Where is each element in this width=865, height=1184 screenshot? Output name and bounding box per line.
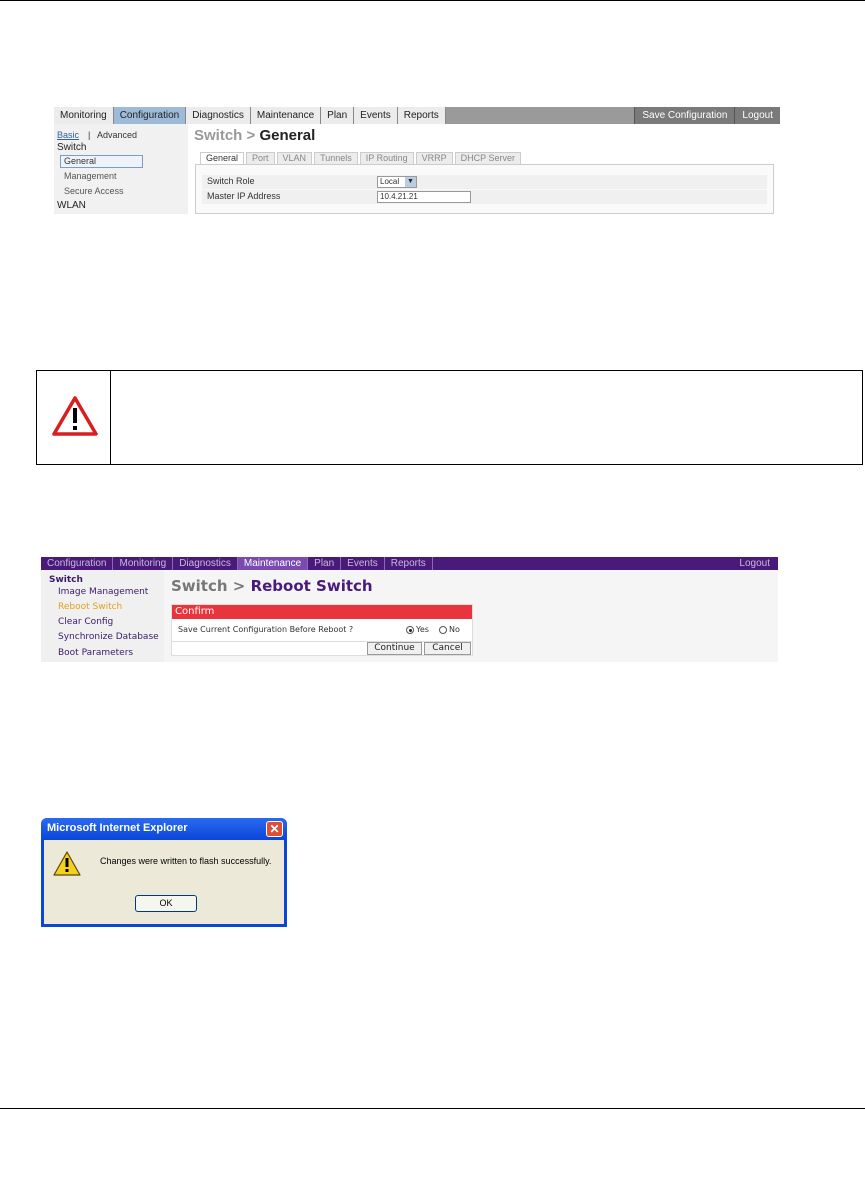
ok-button[interactable]: OK	[135, 895, 197, 912]
ie-dialog	[41, 818, 287, 927]
basic-link[interactable]: Basic	[57, 130, 80, 140]
radio-yes[interactable]	[406, 625, 429, 634]
caution-divider	[110, 371, 111, 464]
nav-spacer	[446, 107, 635, 124]
sidebar-section-switch: Switch	[57, 142, 87, 153]
radio-yes-dot[interactable]	[406, 626, 414, 634]
caution-box	[36, 370, 863, 465]
separator: |	[88, 130, 91, 140]
sidebar-section-wlan: WLAN	[57, 200, 86, 211]
sidebar	[54, 124, 188, 214]
nav-tab-reports[interactable]: Reports	[398, 107, 446, 124]
sidebar2-item-clear-config[interactable]: Clear Config	[58, 617, 114, 627]
sidebar-2	[41, 570, 164, 662]
nav-tab-plan[interactable]: Plan	[321, 107, 354, 124]
page-title-2	[171, 577, 373, 595]
nav2-tab-monitoring[interactable]: Monitoring	[113, 557, 173, 570]
warning-icon	[53, 851, 81, 877]
subtab-general[interactable]: General	[200, 152, 244, 164]
confirm-question: Save Current Configuration Before Reboot ?	[178, 625, 354, 634]
logout-button[interactable]: Logout	[734, 107, 780, 124]
top-nav-2	[41, 557, 778, 570]
nav-tab-monitoring[interactable]: Monitoring	[54, 107, 114, 124]
switch-role-row	[202, 175, 767, 189]
sidebar-item-management[interactable]: Management	[64, 171, 117, 181]
subtab-port[interactable]: Port	[246, 152, 275, 164]
title2-prefix: Switch >	[171, 577, 246, 595]
dialog-body	[44, 840, 284, 924]
advanced-link[interactable]: Advanced	[97, 130, 138, 140]
master-ip-label: Master IP Address	[207, 191, 281, 201]
sidebar2-item-image-management[interactable]: Image Management	[58, 587, 149, 597]
bottom-rule	[0, 1108, 865, 1109]
dialog-title: Microsoft Internet Explorer	[47, 822, 188, 834]
subtab-ip-routing[interactable]: IP Routing	[360, 152, 414, 164]
settings-panel	[195, 164, 774, 214]
radio-no[interactable]	[439, 625, 460, 634]
master-ip-row	[202, 190, 767, 204]
radio-no-dot[interactable]	[439, 626, 447, 634]
confirm-panel	[171, 604, 473, 656]
sidebar-item-general[interactable]: General	[64, 156, 97, 166]
top-rule	[0, 0, 865, 1]
subtab-tunnels[interactable]: Tunnels	[314, 152, 358, 164]
chevron-down-icon[interactable]: ▼	[405, 177, 416, 187]
switch-role-label: Switch Role	[207, 176, 255, 186]
sidebar2-section-switch: Switch	[49, 575, 83, 585]
sidebar-item-secure-access[interactable]: Secure Access	[64, 186, 124, 196]
save-configuration-button[interactable]: Save Configuration	[634, 107, 734, 124]
reboot-switch-screenshot	[41, 557, 778, 662]
nav-tab-diagnostics[interactable]: Diagnostics	[186, 107, 251, 124]
master-ip-input[interactable]: 10.4.21.21	[377, 191, 471, 203]
title2-text: Reboot Switch	[250, 577, 373, 595]
nav2-tab-reports[interactable]: Reports	[385, 557, 433, 570]
sidebar2-item-reboot-switch[interactable]: Reboot Switch	[58, 602, 123, 612]
title-text: General	[259, 127, 316, 144]
dialog-titlebar	[41, 818, 287, 840]
page-title	[194, 127, 315, 144]
subtabs	[200, 152, 521, 164]
nav-tab-maintenance[interactable]: Maintenance	[251, 107, 321, 124]
radio-yes-label: Yes	[416, 625, 429, 634]
warning-triangle-icon	[52, 396, 98, 436]
nav-tab-events[interactable]: Events	[354, 107, 398, 124]
radio-no-label: No	[449, 625, 460, 634]
nav2-spacer	[433, 557, 732, 570]
subtab-vlan[interactable]: VLAN	[277, 152, 313, 164]
nav2-tab-diagnostics[interactable]: Diagnostics	[173, 557, 238, 570]
switch-role-select[interactable]	[377, 176, 417, 188]
continue-button[interactable]: Continue	[367, 642, 422, 655]
sidebar2-item-boot-parameters[interactable]: Boot Parameters	[58, 648, 134, 658]
switch-role-value: Local	[380, 177, 400, 186]
nav2-tab-maintenance[interactable]: Maintenance	[238, 557, 308, 570]
title-prefix: Switch >	[194, 127, 256, 144]
switch-general-screenshot	[54, 107, 780, 214]
dialog-message: Changes were written to flash successfully.	[100, 856, 272, 866]
nav-tab-configuration[interactable]: Configuration	[114, 107, 186, 124]
nav2-tab-plan[interactable]: Plan	[308, 557, 341, 570]
confirm-header: Confirm	[172, 605, 472, 619]
top-nav	[54, 107, 780, 124]
subtab-dhcp-server[interactable]: DHCP Server	[455, 152, 521, 164]
subtab-vrrp[interactable]: VRRP	[416, 152, 453, 164]
nav2-tab-events[interactable]: Events	[341, 557, 385, 570]
nav2-tab-configuration[interactable]: Configuration	[41, 557, 113, 570]
sidebar2-item-synchronize-database[interactable]: Synchronize Database	[58, 632, 159, 642]
close-icon[interactable]: ✕	[266, 821, 283, 837]
cancel-button[interactable]: Cancel	[424, 642, 471, 655]
nav2-logout[interactable]: Logout	[739, 558, 770, 569]
